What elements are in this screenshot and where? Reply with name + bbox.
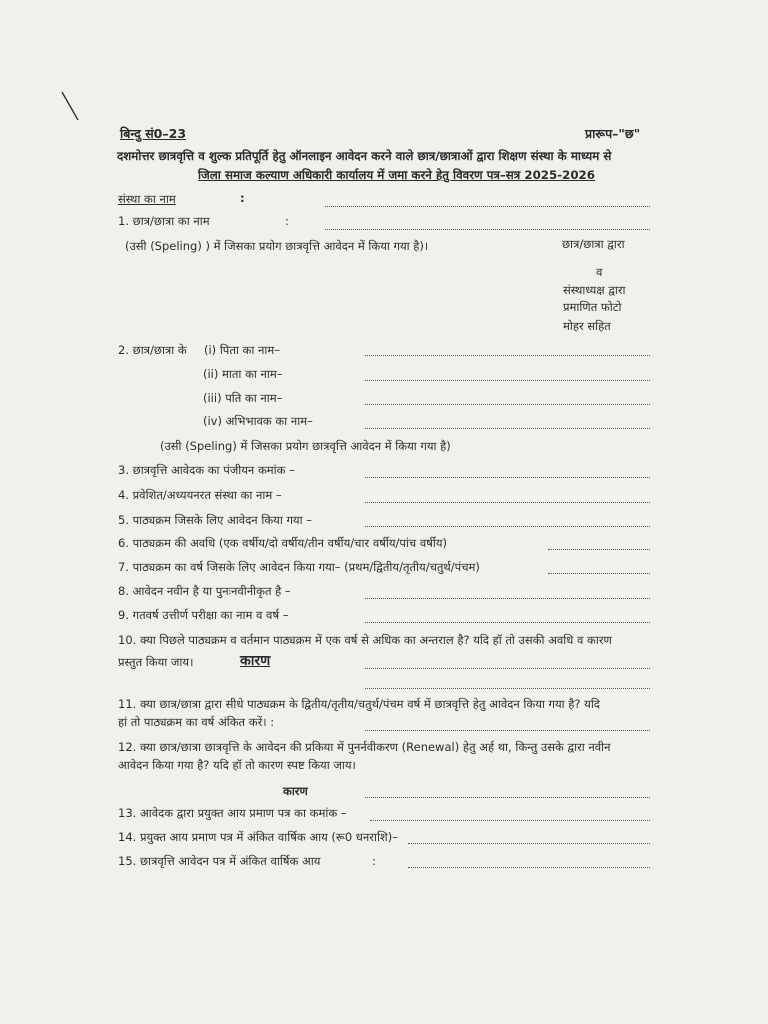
field-3-label: 3. छात्रवृत्ति आवेदक का पंजीयन कमांक – (118, 463, 295, 477)
field-1-colon: : (285, 214, 289, 228)
field-2-husband: (iii) पति का नाम– (203, 391, 283, 405)
field-13-line (370, 820, 650, 821)
field-7-line (548, 573, 650, 574)
institution-colon: : (240, 191, 245, 205)
field-2-father: (i) पिता का नाम– (204, 343, 280, 357)
field-8-label: 8. आवेदन नवीन है या पुनःनवीनीकृत है – (118, 584, 291, 598)
pen-mark (60, 90, 82, 124)
field-11-line (365, 730, 650, 731)
field-1-label: 1. छात्र/छात्रा का नाम (118, 214, 210, 228)
field-13-label: 13. आवेदक द्वारा प्रयुक्त आय प्रमाण पत्र का कमांक – (118, 806, 347, 820)
field-14-label: 14. प्रयुक्त आय प्रमाण पत्र में अंकित वार्षिक आय (रू0 धनराशि)– (118, 830, 398, 844)
field-4-line (365, 502, 650, 503)
husband-name-line (365, 404, 650, 405)
field-12-line-2: आवेदन किया गया है? यदि हॉ तो कारण स्पष्ट किया जाय। (118, 758, 356, 772)
field-6-line (548, 549, 650, 550)
field-15-line (408, 867, 650, 868)
field-1-note: (उसी (Speling) ) में जिसका प्रयोग छात्रवृत्ति आवेदन में किया गया है)। (125, 239, 429, 253)
field-15-label: 15. छात्रवृत्ति आवेदन पत्र में अंकित वार्षिक आय (118, 854, 321, 868)
field-15-colon: : (372, 854, 376, 868)
field-2-prefix: 2. छात्र/छात्रा के (118, 343, 187, 357)
institution-label: संस्था का नाम (118, 192, 176, 206)
field-6-label: 6. पाठ्यक्रम की अवधि (एक वर्षीय/दो वर्षीय/तीन वर्षीय/चार वर्षीय/पांच वर्षीय) (118, 536, 448, 550)
title-line-1: दशमोत्तर छात्रवृत्ति व शुल्क प्रतिपूर्ति हेतु ऑनलाइन आवेदन करने वाले छात्र/छात्राओं द्वारा शिक्षण संस्था के माध्यम से (117, 149, 612, 163)
field-8-line (365, 598, 650, 599)
photo-box-line-5: मोहर सहित (563, 319, 611, 333)
field-5-label: 5. पाठ्यक्रम जिसके लिए आवेदन किया गया – (118, 513, 312, 527)
field-9-line (365, 622, 650, 623)
photo-box-line-2: व (596, 265, 603, 279)
mother-name-line (365, 380, 650, 381)
field-11-line-2: हां तो पाठ्यक्रम का वर्ष अंकित करें। : (118, 715, 275, 729)
prarup-label: प्रारूप–"छ" (585, 126, 641, 141)
field-12-reason-line (365, 797, 650, 798)
field-10-line-1: 10. क्या पिछले पाठ्यक्रम व वर्तमान पाठ्यक्रम में एक वर्ष से अधिक का अन्तराल है? यदि हॉ तो उसकी अवधि व कारण (118, 633, 612, 647)
field-2-note: (उसी (Speling) में जिसका प्रयोग छात्रवृत्ति आवेदन में किया गया है) (160, 439, 451, 453)
guardian-name-line (365, 428, 650, 429)
field-12-reason-label: कारण (283, 784, 308, 798)
field-11-line-1: 11. क्या छात्र/छात्रा द्वारा सीधे पाठ्यक्रम के द्वितीय/तृतीय/चतुर्थ/पंचम वर्ष में छात्रवृत्ति हेतु आवेदन किया गया है? यदि (118, 697, 600, 711)
field-5-line (365, 526, 650, 527)
photo-box-line-3: संस्थाध्यक्ष द्वारा (563, 283, 626, 297)
field-2-mother: (ii) माता का नाम– (203, 367, 283, 381)
field-10-reason-line-1 (365, 668, 650, 669)
field-7-label: 7. पाठ्यक्रम का वर्ष जिसके लिए आवेदन किया गया– (प्रथम/द्वितीय/तृतीय/चतुर्थ/पंचम) (118, 560, 480, 574)
photo-box-line-1: छात्र/छात्रा द्वारा (562, 237, 625, 251)
father-name-line (365, 355, 650, 356)
photo-box-line-4: प्रमाणित फोटो (563, 300, 622, 314)
field-9-label: 9. गतवर्ष उत्तीर्ण परीक्षा का नाम व वर्ष – (118, 608, 289, 622)
field-12-line-1: 12. क्या छात्र/छात्रा छात्रवृत्ति के आवेदन की प्रकिया में पुनर्नवीकरण (Renewal) हेतु अर्ह था, किन्तु उसके द्वारा नवीन (118, 740, 611, 754)
institution-name-line (325, 206, 650, 207)
field-3-line (365, 477, 650, 478)
title-line-2: जिला समाज कल्याण अधिकारी कार्यालय में जमा करने हेतु विवरण पत्र–सत्र 2025-2026 (198, 168, 595, 182)
bindu-number: बिन्दु सं0–23 (120, 126, 187, 141)
field-1-line (325, 229, 650, 230)
field-10-reason-line-2 (365, 688, 650, 689)
field-10-line-2: प्रस्तुत किया जाय। (118, 655, 194, 669)
field-2-guardian: (iv) अभिभावक का नाम– (203, 414, 313, 428)
field-4-label: 4. प्रवेशित/अध्ययनरत संस्था का नाम – (118, 488, 282, 502)
field-14-line (408, 843, 650, 844)
field-10-reason-label: कारण (240, 653, 271, 669)
